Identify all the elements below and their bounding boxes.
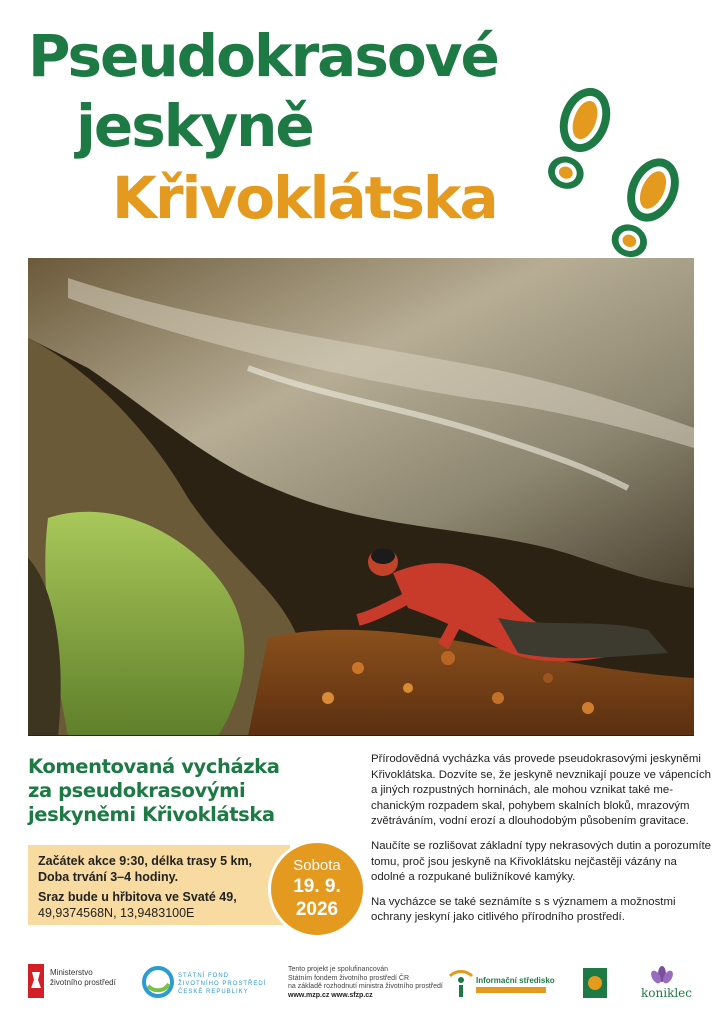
title-line-2: jeskyně xyxy=(76,92,313,160)
infocenter-name: Informační středisko xyxy=(476,976,555,985)
description-line: a jiných rozpustných horninách, ale mohou vznikat také me- xyxy=(371,784,674,797)
cofund-line-3: na základě rozhodnutí ministra životního prostředí xyxy=(288,983,443,990)
info-line-4: 49,9374568N, 13,9483100E xyxy=(38,906,195,920)
description-line: ochrany jeskyní jako citlivého přírodního prostředí. xyxy=(371,911,625,924)
description-paragraph-3 xyxy=(371,895,701,926)
date-year: 2026 xyxy=(295,899,339,920)
event-info-box xyxy=(28,845,290,925)
subtitle-line-3: jeskyněmi Křivoklátska xyxy=(28,803,275,826)
cofund-line-2: Státním fondem životního prostředí ČR xyxy=(288,974,409,982)
cofunding-text xyxy=(288,966,443,1000)
date-date: 19. 9. xyxy=(293,876,341,897)
event-description xyxy=(371,752,711,935)
infocenter-logo xyxy=(448,970,474,1003)
title-line-1: Pseudokrasové xyxy=(28,22,498,90)
regional-emblem-icon xyxy=(583,968,607,998)
description-line: chanickým rozpadem skal, pohybem skalních bloků, mrazovým xyxy=(371,799,690,812)
sfzp-line-1: STÁTNÍ FOND xyxy=(178,973,229,979)
cave-photo xyxy=(28,258,694,736)
description-line: tomu, proč jsou jeskyně na Křivoklátsku nejčastěji vázány na xyxy=(371,855,677,868)
description-line: Na vycházce se také seznámíte s s významem a možnostmi xyxy=(371,895,676,908)
sfzp-circle-icon xyxy=(142,966,174,998)
description-line: Naučíte se rozlišovat základní typy nekrasových dutin a porozumíte xyxy=(371,839,711,852)
ministry-line-2: životního prostředí xyxy=(50,977,116,987)
sfzp-text xyxy=(178,972,266,996)
description-line: zvětráváním, vodní erozí a dlouhodobým působením gravitace. xyxy=(371,815,689,828)
poster-title xyxy=(0,0,560,250)
description-line: Přírodovědná vycházka vás provede pseudokrasovými jeskyněmi xyxy=(371,753,701,765)
infocenter-i-icon xyxy=(448,970,474,998)
info-line-1: Začátek akce 9:30, délka trasy 5 km, xyxy=(38,854,253,868)
title-line-3: Křivoklátska xyxy=(112,164,497,232)
date-badge xyxy=(268,840,366,938)
info-line-3: Sraz bude u hřbitova ve Svaté 49, xyxy=(38,890,237,904)
boot-prints-icon xyxy=(545,78,705,278)
ministry-emblem-icon xyxy=(28,964,44,998)
event-subtitle xyxy=(28,755,328,827)
description-line: odolné a rozpukané buližníkové kamýky. xyxy=(371,871,576,884)
sfzp-logo xyxy=(142,966,174,1003)
sfzp-line-3: ČESKÉ REPUBLIKY xyxy=(178,989,249,995)
subtitle-line-2: za pseudokrasovými xyxy=(28,779,246,802)
footer-logos xyxy=(0,960,721,1024)
ministry-line-1: Ministerstvo xyxy=(50,968,93,977)
info-line-2: Doba trvání 3–4 hodiny. xyxy=(38,870,179,884)
ministry-logo xyxy=(28,964,44,1003)
infocenter-bar xyxy=(476,987,546,993)
cofund-line-4: www.mzp.cz www.sfzp.cz xyxy=(288,991,373,999)
koniklec-name: koniklec xyxy=(641,986,692,1000)
subtitle-line-1: Komentovaná vycházka xyxy=(28,755,280,778)
description-paragraph-1 xyxy=(371,752,711,830)
description-paragraph-2 xyxy=(371,839,711,886)
cofund-line-1: Tento projekt je spolufinancován xyxy=(288,966,389,973)
pasque-flower-icon xyxy=(651,966,673,986)
description-line: Křivoklátska. Dozvíte se, že jeskyně nevznikají pouze ve vápencích xyxy=(371,768,711,781)
sfzp-line-2: ŽIVOTNÍHO PROSTŘEDÍ xyxy=(178,981,267,987)
ministry-text xyxy=(50,968,116,987)
infocenter-text xyxy=(476,976,555,993)
date-day: Sobota xyxy=(293,857,341,874)
